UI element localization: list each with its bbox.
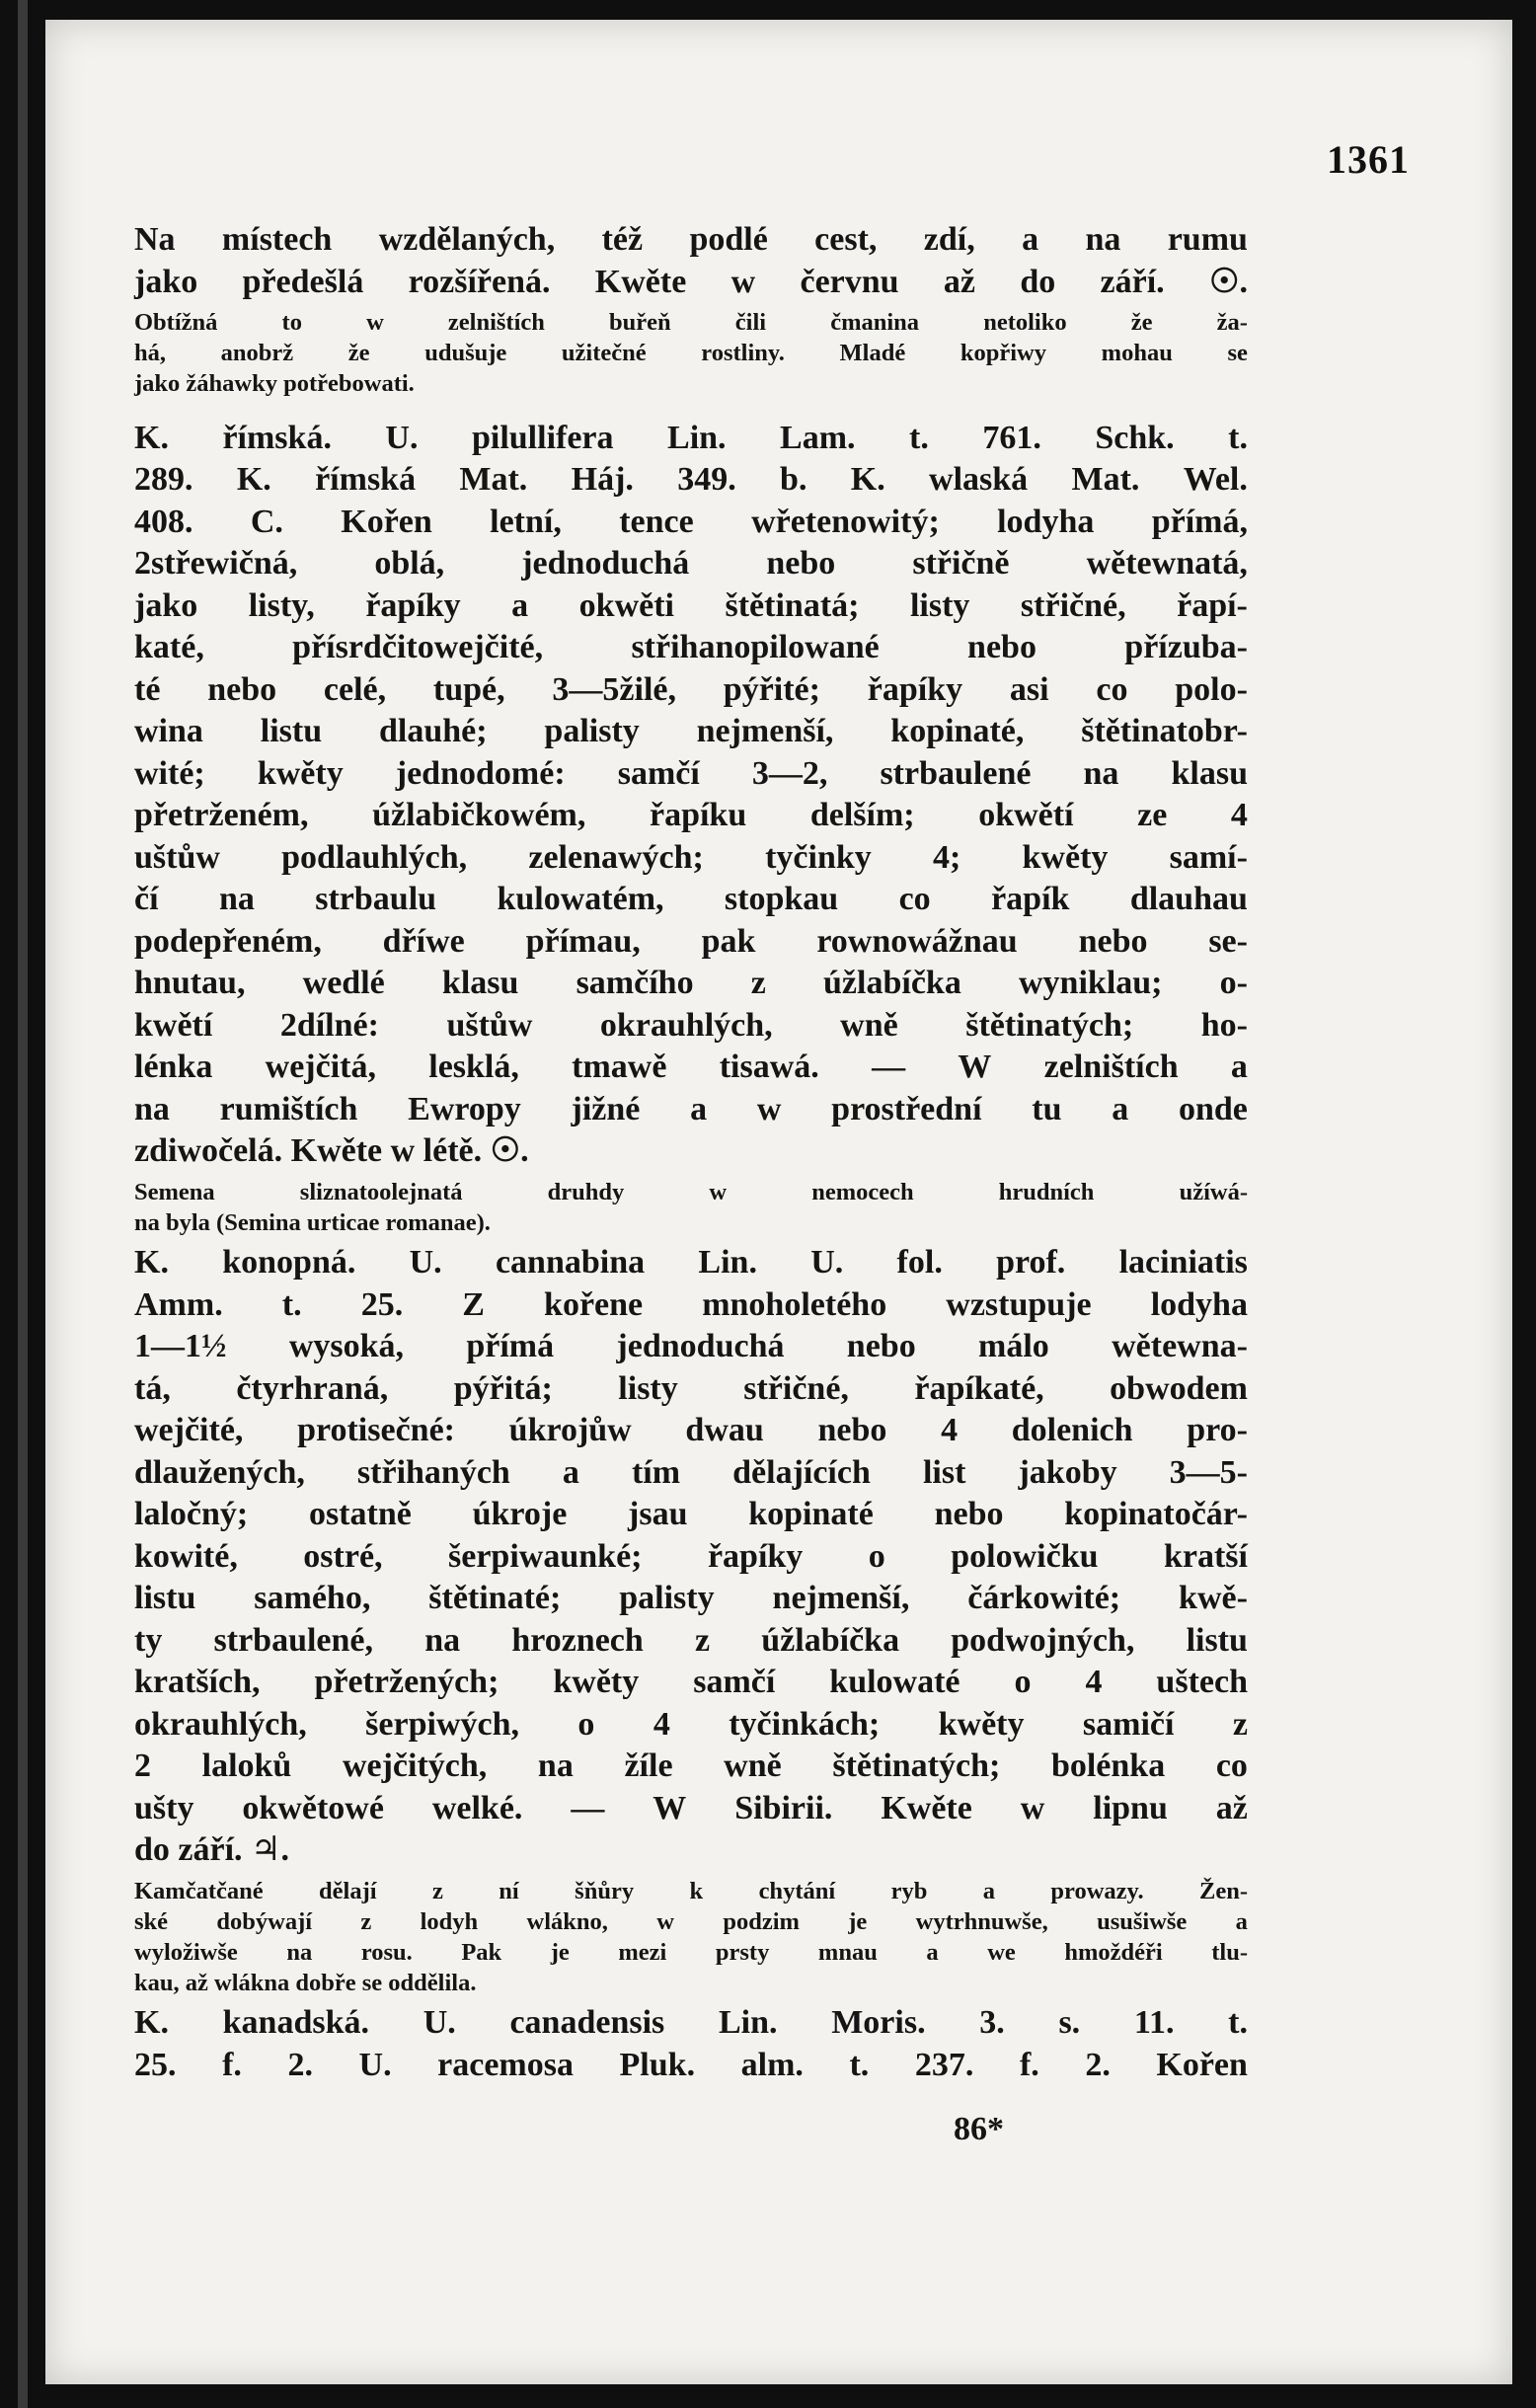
text-line: kratších, přetržených; kwěty samčí kulowaté o 4 uštech [134,1664,1248,1701]
text-line: zdiwočelá. Kwěte w létě. ☉. [134,1132,529,1170]
text-line: 2 laloků wejčitých, na žíle wně štětinatých; bolénka co [134,1748,1248,1785]
note-line: Obtížná to w zelništích buřeň čili čmanina netoliko že ža- [134,309,1248,336]
note-line: Semena sliznatoolejnatá druhdy w nemocech hrudních užíwá- [134,1178,1248,1205]
text-line: čí na strbaulu kulowatém, stopkau co řapík dlauhau [134,881,1248,918]
note-line: ské dobýwají z lodyh wlákno, w podzim je wytrhnuwše, usušiwše a [134,1907,1248,1935]
text-line: podepřeném, dříwe přímau, pak rownowážnau nebo se- [134,922,1248,960]
text-line: Amm. t. 25. Z kořene mnoholetého wzstupuje lodyha [134,1285,1248,1323]
text-line: ušty okwětowé welké. — W Sibirii. Kwěte w lipnu až [134,1789,1248,1826]
text-line: přetrženém, úžlabičkowém, řapíku delším; okwětí ze 4 [134,797,1248,834]
text-line: dlaužených, střihaných a tím dělajících list jakoby 3—5- [134,1453,1248,1491]
signature-mark: 86* [954,2111,1004,2147]
note-line: jako žáhawky potřebowati. [134,370,415,398]
text-line: 408. C. Kořen letní, tence wřetenowitý; lodyha přímá, [134,503,1248,540]
text-line: hnutau, wedlé klasu samčího z úžlabíčka wyniklau; o- [134,965,1248,1002]
text-line: wejčité, protisečné: úkrojůw dwau nebo 4 dolenich pro- [134,1412,1248,1449]
text-line: wina listu dlauhé; palisty nejmenší, kopinaté, štětinatobr- [134,713,1248,750]
text-line: listu samého, štětinaté; palisty nejmenší, čárkowité; kwě- [134,1580,1248,1617]
text-line: té nebo celé, tupé, 3—5žilé, pýřité; řapíky asi co polo- [134,670,1248,708]
page-number: 1361 [1327,137,1410,182]
text-line: tá, čtyrhraná, pýřitá; listy střičné, řapíkaté, obwodem [134,1369,1248,1407]
text-line: kowité, ostré, šerpiwaunké; řapíky o polowičku kratší [134,1537,1248,1575]
text-line: jako listy, řapíky a okwěti štětinatá; listy střičné, řapí- [134,586,1248,624]
text-line: katé, přísrdčitowejčité, střihanopilowané nebo přízuba- [134,629,1248,666]
text-line: do září. ♃. [134,1831,290,1869]
text-line: K. římská. U. pilullifera Lin. Lam. t. 761. Schk. t. [134,419,1248,456]
text-line: na rumištích Ewropy jižné a w prostřední tu a onde [134,1090,1248,1127]
text-line: laločný; ostatně úkroje jsau kopinaté nebo kopinatočár- [134,1496,1248,1533]
note-line: há, anobrž že udušuje užitečné rostliny. Mladé kopřiwy mohau se [134,340,1248,367]
text-line: ty strbaulené, na hroznech z úžlabíčka podwojných, listu [134,1621,1248,1659]
page-binding-edge [18,0,28,2408]
text-line: 289. K. římská Mat. Háj. 349. b. K. wlaská Mat. Wel. [134,461,1248,499]
text-line: kwětí 2dílné: uštůw okrauhlých, wně štětinatých; ho- [134,1006,1248,1044]
body-text [134,219,1248,2086]
note-line: Kamčatčané dělají z ní šňůry k chytání ryb a prowazy. Žen- [134,1877,1248,1904]
text-line: jako předešlá rozšířená. Kwěte w červnu až do září. ☉. [134,263,1248,300]
note-line: na byla (Semina urticae romanae). [134,1208,491,1236]
text-line: 1—1½ wysoká, přímá jednoduchá nebo málo wětewna- [134,1328,1248,1365]
book-page [45,20,1512,2384]
note-line: kau, až wlákna dobře se oddělila. [134,1970,477,1997]
text-line: K. konopná. U. cannabina Lin. U. fol. prof. laciniatis [134,1244,1248,1282]
text-line: 25. f. 2. U. racemosa Pluk. alm. t. 237. f. 2. Kořen [134,2046,1248,2083]
text-line: uštůw podlauhlých, zelenawých; tyčinky 4; kwěty samí- [134,838,1248,876]
text-line: Na místech wzdělaných, též podlé cest, zdí, a na rumu [134,221,1248,258]
text-line: 2střewičná, oblá, jednoduchá nebo střičně wětewnatá, [134,545,1248,583]
text-line: K. kanadská. U. canadensis Lin. Moris. 3. s. 11. t. [134,2004,1248,2042]
text-line: wité; kwěty jednodomé: samčí 3—2, strbaulené na klasu [134,754,1248,792]
text-line: okrauhlých, šerpiwých, o 4 tyčinkách; kwěty samičí z [134,1705,1248,1743]
note-line: wyložiwše na rosu. Pak je mezi prsty mnau a we hmoždéři tlu- [134,1938,1248,1966]
text-line: lénka wejčitá, lesklá, tmawě tisawá. — W zelništích a [134,1049,1248,1086]
